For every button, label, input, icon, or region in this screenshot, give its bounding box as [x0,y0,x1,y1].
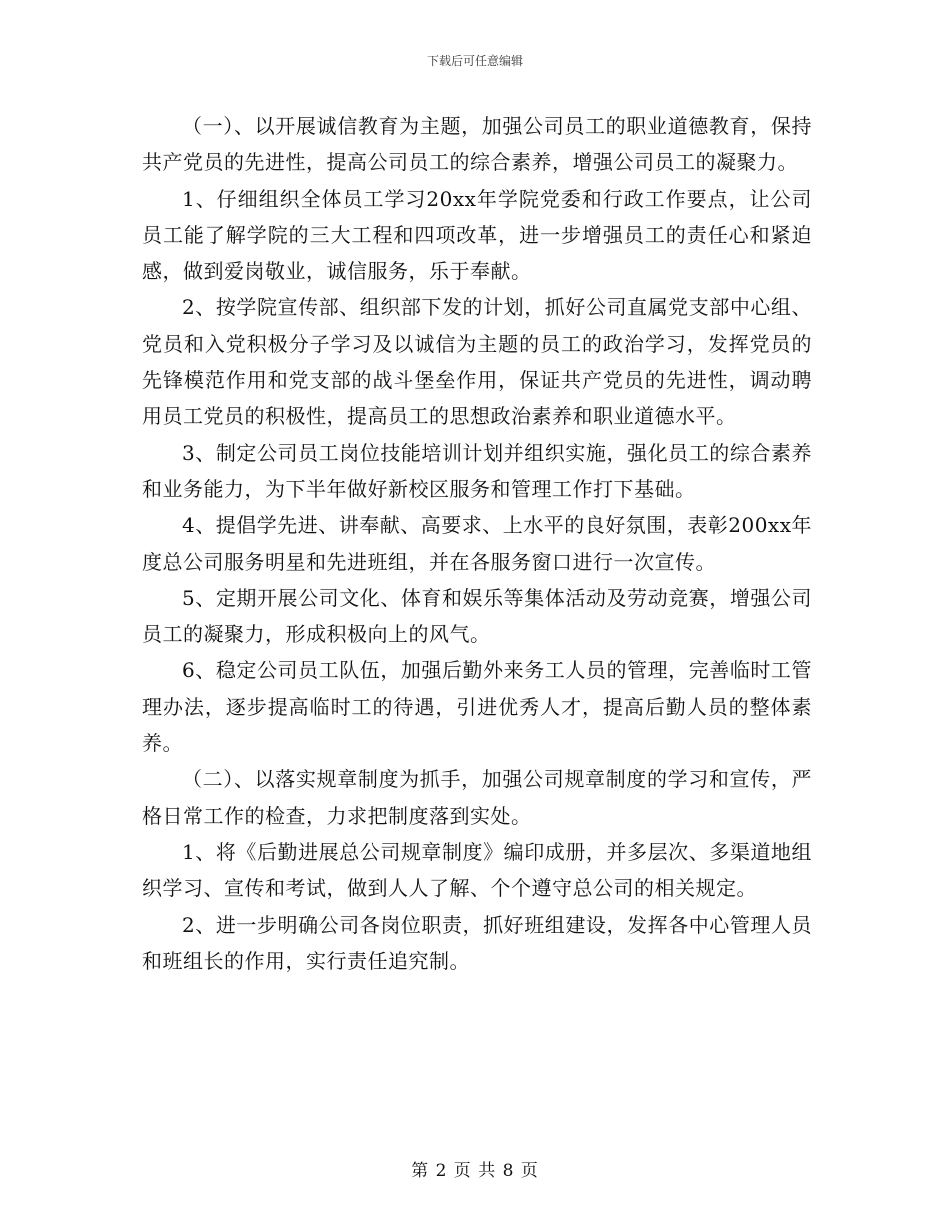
paragraph: 2、进一步明确公司各岗位职责，抓好班组建设，发挥各中心管理人员和班组长的作用，实行责任追究制。 [142,912,812,973]
document-body [142,108,812,979]
paragraph: 1、将《后勤进展总公司规章制度》编印成册，并多层次、多渠道地组织学习、宣传和考试，做到人人了解、个个遵守总公司的相关规定。 [142,839,812,901]
paragraph: 6、稳定公司员工队伍，加强后勤外来务工人员的管理，完善临时工管理办法，逐步提高临时工的待遇，引进优秀人才，提高后勤人员的整体素养。 [142,658,812,756]
page-header: 下载后可任意编辑 [426,54,523,68]
paragraph: 1、仔细组织全体员工学习20xx年学院党委和行政工作要点，让公司员工能了解学院的三大工程和四项改革，进一步增强员工的责任心和紧迫感，做到爱岗敬业，诚信服务，乐于奉献。 [142,186,812,284]
page-number-footer: 第 2 页 共 8 页 [411,1161,539,1181]
paragraph: 4、提倡学先进、讲奉献、高要求、上水平的良好氛围，表彰200xx年度总公司服务明星和先进班组，并在各服务窗口进行一次宣传。 [142,513,812,574]
paragraph: 2、按学院宣传部、组织部下发的计划，抓好公司直属党支部中心组、党员和入党积极分子学习及以诚信为主题的员工的政治学习，发挥党员的先锋模范作用和党支部的战斗堡垒作用，保证共产党员的先进性，调动聘用员工党员的积极性，提高员工的思想政治素养和职业道德水平。 [142,295,812,429]
paragraph: （一）、以开展诚信教育为主题，加强公司员工的职业道德教育，保持共产党员的先进性，提高公司员工的综合素养，增强公司员工的凝聚力。 [142,114,812,175]
paragraph: 5、定期开展公司文化、体育和娱乐等集体活动及劳动竞赛，增强公司员工的凝聚力，形成积极向上的风气。 [142,585,812,647]
paragraph: （二）、以落实规章制度为抓手，加强公司规章制度的学习和宣传，严格日常工作的检查，力求把制度落到实处。 [142,767,812,828]
paragraph: 3、制定公司员工岗位技能培训计划并组织实施，强化员工的综合素养和业务能力，为下半年做好新校区服务和管理工作打下基础。 [142,440,812,501]
